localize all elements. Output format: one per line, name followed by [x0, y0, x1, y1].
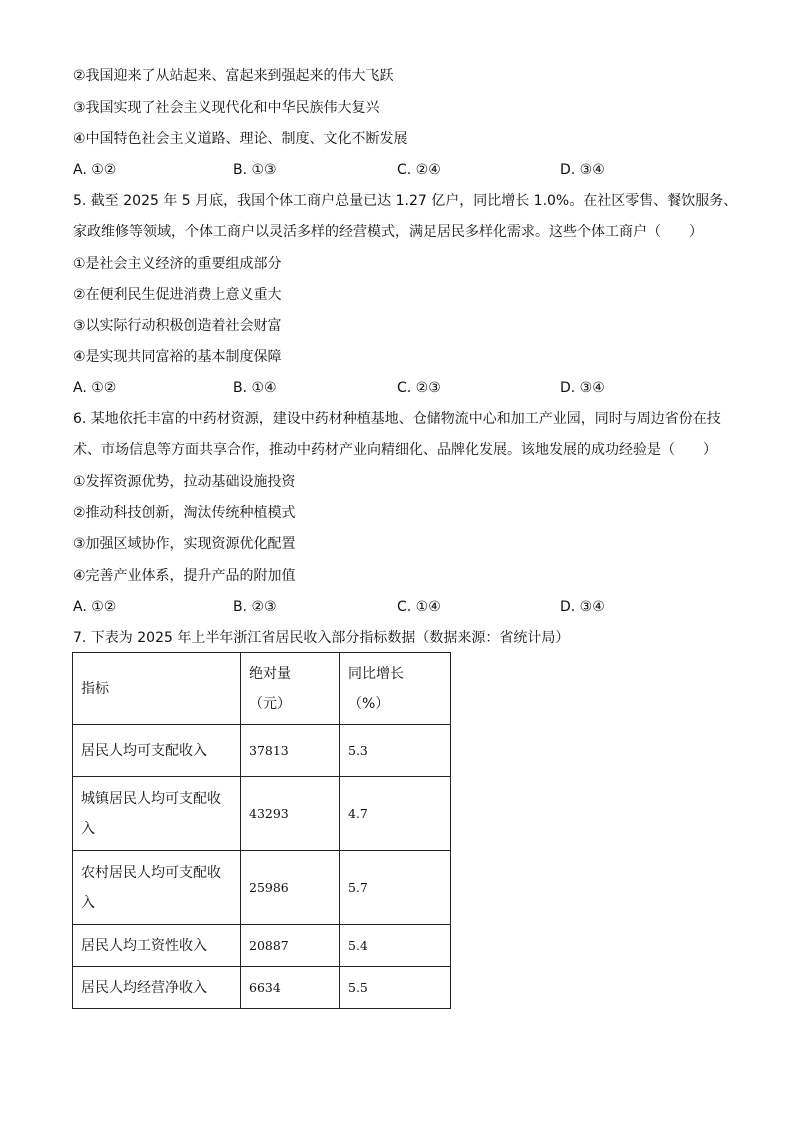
row-5-indicator: 居民人均经营净收入	[73, 967, 241, 1009]
row-5-growth: 5.5	[340, 967, 451, 1009]
q6-stem-line-2: 术、市场信息等方面共享合作，推动中药材产业向精细化、品牌化发展。该地发展的成功经验是（ ）	[73, 442, 717, 458]
row-2-absolute: 43293	[241, 777, 340, 851]
row-4-indicator: 居民人均工资性收入	[73, 925, 241, 967]
row-3-indicator-line-1: 农村居民人均可支配收	[81, 864, 221, 881]
q4-option-a[interactable]: A. ①②	[73, 162, 117, 178]
q4-statement-4: ④中国特色社会主义道路、理论、制度、文化不断发展	[73, 131, 408, 147]
row-2-indicator-line-1: 城镇居民人均可支配收	[81, 790, 221, 807]
row-1-indicator: 居民人均可支配收入	[73, 725, 241, 777]
header-absolute	[241, 653, 340, 725]
row-2-indicator	[73, 777, 241, 851]
row-3-growth: 5.7	[340, 851, 451, 925]
q5-statement-3: ③以实际行动积极创造着社会财富	[73, 318, 282, 334]
header-indicator: 指标	[73, 653, 241, 725]
q4-option-b[interactable]: B. ①③	[233, 162, 277, 178]
header-absolute-label: 绝对量	[249, 665, 291, 682]
q5-option-b[interactable]: B. ①④	[233, 380, 277, 396]
header-growth-label: 同比增长	[348, 665, 404, 682]
q6-option-b[interactable]: B. ②③	[233, 599, 277, 615]
q6-statement-4: ④完善产业体系，提升产品的附加值	[73, 568, 296, 584]
q5-option-a[interactable]: A. ①②	[73, 380, 117, 396]
row-4-absolute: 20887	[241, 925, 340, 967]
row-1-growth: 5.3	[340, 725, 451, 777]
q5-options	[73, 378, 673, 398]
q4-statement-2-text: ②我国迎来了从站起来、富起来到强起来的伟大飞跃	[73, 68, 394, 84]
q4-options	[73, 160, 673, 180]
q6-option-a[interactable]: A. ①②	[73, 599, 117, 615]
table-header-row	[73, 653, 451, 725]
table-row	[73, 725, 451, 777]
q5-statement-1: ①是社会主义经济的重要组成部分	[73, 256, 282, 272]
row-5-absolute: 6634	[241, 967, 340, 1009]
header-growth	[340, 653, 451, 725]
q5-stem-line-2: 家政维修等领域，个体工商户以灵活多样的经营模式，满足居民多样化需求。这些个体工商户（ ）	[73, 224, 703, 240]
q5-statement-2: ②在便利民生促进消费上意义重大	[73, 287, 282, 303]
row-1-absolute: 37813	[241, 725, 340, 777]
q6-options	[73, 597, 673, 617]
q4-option-d[interactable]: D. ③④	[560, 162, 605, 178]
q5-statement-4: ④是实现共同富裕的基本制度保障	[73, 349, 282, 365]
q6-option-d[interactable]: D. ③④	[560, 599, 605, 615]
q5-stem-line-1: 5. 截至 2025 年 5 月底，我国个体工商户总量已达 1.27 亿户，同比增长 1.0%。在社区零售、餐饮服务、	[73, 193, 738, 209]
table-row	[73, 777, 451, 851]
q4-statement-3: ③我国实现了社会主义现代化和中华民族伟大复兴	[73, 100, 380, 116]
row-2-indicator-line-2: 入	[81, 820, 95, 837]
table-row	[73, 851, 451, 925]
q6-statement-2: ②推动科技创新，淘汰传统种植模式	[73, 505, 296, 521]
income-table	[72, 652, 451, 1009]
table-row	[73, 967, 451, 1009]
q6-statement-3: ③加强区域协作，实现资源优化配置	[73, 536, 296, 552]
q5-option-d[interactable]: D. ③④	[560, 380, 605, 396]
header-absolute-unit: （元）	[249, 695, 291, 712]
row-3-absolute: 25986	[241, 851, 340, 925]
row-3-indicator	[73, 851, 241, 925]
row-3-indicator-line-2: 入	[81, 894, 95, 911]
q6-stem-line-1: 6. 某地依托丰富的中药材资源，建设中药材种植基地、仓储物流中心和加工产业园，同时与周边省份在技	[73, 411, 721, 427]
row-4-growth: 5.4	[340, 925, 451, 967]
q6-option-c[interactable]: C. ①④	[397, 599, 441, 615]
header-growth-unit: （%）	[348, 695, 390, 712]
table-row	[73, 925, 451, 967]
q7-stem: 7. 下表为 2025 年上半年浙江省居民收入部分指标数据（数据来源：省统计局）	[73, 630, 570, 646]
q6-statement-1: ①发挥资源优势，拉动基础设施投资	[73, 474, 296, 490]
row-2-growth: 4.7	[340, 777, 451, 851]
q5-option-c[interactable]: C. ②③	[397, 380, 441, 396]
q4-option-c[interactable]: C. ②④	[397, 162, 441, 178]
